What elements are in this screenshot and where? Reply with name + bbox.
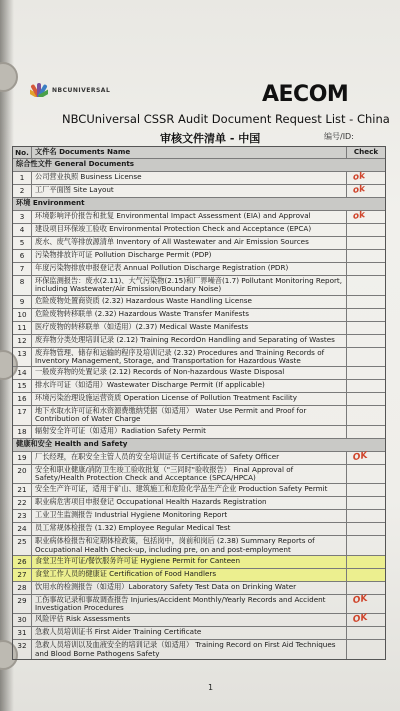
row-number: 12 <box>13 335 32 347</box>
table-row <box>13 523 385 536</box>
table-row <box>13 237 385 250</box>
table-row <box>13 185 385 198</box>
table-row <box>13 172 385 185</box>
document-name: 工业卫生监测报告 Industrial Hygiene Monitoring Report <box>32 510 347 522</box>
check-cell <box>347 627 385 639</box>
check-cell <box>347 263 385 275</box>
table-row <box>13 296 385 309</box>
table-header-row <box>13 147 385 159</box>
table-row <box>13 465 385 485</box>
row-number: 30 <box>13 614 32 626</box>
document-title: NBCUniversal CSSR Audit Document Request List - China <box>62 112 390 126</box>
row-number: 21 <box>13 484 32 496</box>
row-number: 2 <box>13 185 32 197</box>
table-row <box>13 380 385 393</box>
document-name: 医疗废物的转移联单（如适用）(2.37) Medical Waste Manifests <box>32 322 347 334</box>
row-number: 5 <box>13 237 32 249</box>
table-row <box>13 263 385 276</box>
check-cell <box>347 322 385 334</box>
document-name: 危险废物处置商资质 (2.32) Hazardous Waste Handling License <box>32 296 347 308</box>
section-title: 健康和安全 Health and Safety <box>16 438 128 448</box>
row-number: 25 <box>13 536 32 555</box>
document-name: 环境污染治理设施运营资质 Operation License of Pollution Treatment Facility <box>32 393 347 405</box>
document-name: 一般废弃物的处置记录 (2.12) Records of Non-hazardous Waste Disposal <box>32 367 347 379</box>
handwritten-check-mark: ok <box>352 210 366 222</box>
table-row <box>13 309 385 322</box>
document-name: 饮用水的检测报告（如适用）Laboratory Safety Test Data on Drinking Water <box>32 582 347 594</box>
table-row <box>13 497 385 510</box>
check-cell <box>347 582 385 594</box>
row-number: 29 <box>13 595 32 614</box>
document-name: 员工常规体检报告 (1.32) Employee Regular Medical Test <box>32 523 347 535</box>
handwritten-check-mark: ok <box>352 171 366 183</box>
document-name: 废弃物分类处理培训记录 (2.12) Training RecordOn Handling and Separating of Wastes <box>32 335 347 347</box>
row-number: 14 <box>13 367 32 379</box>
table-row <box>13 250 385 263</box>
row-number: 7 <box>13 263 32 275</box>
section-title: 环境 Environment <box>16 198 85 207</box>
check-cell <box>347 510 385 522</box>
table-row <box>13 322 385 335</box>
table-row <box>13 595 385 615</box>
document-name: 排水许可证（如适用）Wastewater Discharge Permit (If applicable) <box>32 380 347 392</box>
row-number: 20 <box>13 465 32 484</box>
check-cell <box>347 296 385 308</box>
aecom-logo: AECOM <box>262 82 349 107</box>
check-cell <box>347 250 385 262</box>
section-title: 综合性文件 General Documents <box>16 159 135 168</box>
col-header-no: No. <box>13 147 32 158</box>
col-header-name: 文件名 Documents Name <box>32 147 347 158</box>
document-name: 急救人员培训以及血液安全的培训记录（如适用） Training Record on First Aid Techniques and Blood Borne Pathogens Safety <box>32 640 347 659</box>
handwritten-check-mark: OK <box>352 450 369 463</box>
row-number: 24 <box>13 523 32 535</box>
row-number: 9 <box>13 296 32 308</box>
nbc-logo-text: NBCUNIVERSAL <box>52 86 111 94</box>
row-number: 10 <box>13 309 32 321</box>
document-name: 环境影响评价报告和批复 Environmental Impact Assessment (EIA) and Approval <box>32 211 347 223</box>
document-name: 危险废物转移联单 (2.32) Hazardous Waste Transfer Manifests <box>32 309 347 321</box>
check-cell <box>347 172 385 184</box>
table-row <box>13 536 385 556</box>
row-number: 15 <box>13 380 32 392</box>
table-row <box>13 406 385 426</box>
table-row <box>13 393 385 406</box>
check-cell <box>347 595 385 614</box>
row-number: 8 <box>13 276 32 295</box>
row-number: 27 <box>13 569 32 581</box>
check-cell <box>347 406 385 425</box>
table-row <box>13 582 385 595</box>
document-name: 工伤事故记录和事故调查报告 Injuries/Accident Monthly/Yearly Records and Accident Investigation Procedures <box>32 595 347 614</box>
document-name: 地下水取水许可证和水资源费缴纳凭据（如适用） Water Use Permit and Proof for Contribution of Water Charge <box>32 406 347 425</box>
table-row <box>13 452 385 465</box>
document-name: 公司营业执照 Business License <box>32 172 347 184</box>
document-name: 工厂平面图 Site Layout <box>32 185 347 197</box>
section-header-row <box>13 198 385 211</box>
document-name: 安全生产许可证，适用于矿山、建筑施工和危险化学品生产企业 Production Safety Permit <box>32 484 347 496</box>
row-number: 18 <box>13 426 32 438</box>
check-cell <box>347 536 385 555</box>
document-name: 辐射安全许可证（如适用）Radiation Safety Permit <box>32 426 347 438</box>
row-number: 26 <box>13 556 32 568</box>
document-name: 食堂卫生许可证/餐饮服务许可证 Hygiene Permit for Canteen <box>32 556 347 568</box>
check-cell <box>347 185 385 197</box>
page-number: 1 <box>208 683 214 692</box>
check-cell <box>347 484 385 496</box>
check-cell <box>347 569 385 581</box>
handwritten-check-mark: ok <box>352 184 366 196</box>
table-row <box>13 426 385 439</box>
check-cell <box>347 393 385 405</box>
row-number: 31 <box>13 627 32 639</box>
check-cell <box>347 224 385 236</box>
peacock-icon <box>30 83 48 97</box>
table-row <box>13 484 385 497</box>
row-number: 11 <box>13 322 32 334</box>
document-title-cn: 审核文件清单 - 中国 <box>160 132 261 145</box>
document-name: 年度污染物排放申报登记表 Annual Pollution Discharge Registration (PDR) <box>32 263 347 275</box>
table-row <box>13 224 385 237</box>
binder-hole <box>0 62 18 92</box>
check-cell <box>347 614 385 626</box>
check-cell <box>347 465 385 484</box>
document-name: 职业病体检报告和定期体检政策，包括岗中，岗前和岗后 (2.38) Summary Reports of Occupational Health Check-up, including pre, on and post-employment <box>32 536 347 555</box>
table-row <box>13 556 385 569</box>
row-number: 32 <box>13 640 32 659</box>
document-name: 厂长经理，在职安全主管人员的安全培训证书 Certificate of Safety Officer <box>32 452 347 464</box>
row-number: 1 <box>13 172 32 184</box>
col-header-check: Check <box>353 147 379 156</box>
document-name: 环保监测报告：废水(2.11)、大气污染物(2.15)和厂界噪音(1.7) Pollutant Monitoring Report, including Wastewater/Air Emission/Boundary Noise) <box>32 276 347 295</box>
document-name: 废弃物管理、储存和运输的程序及培训记录 (2.32) Procedures and Training Records of Inventory Management, Storage, and Transportation for Hazardous Waste <box>32 348 347 367</box>
row-number: 6 <box>13 250 32 262</box>
row-number: 16 <box>13 393 32 405</box>
check-cell <box>347 497 385 509</box>
document-name: 安全和职业健康/消防卫生竣工验收批复（"三同时"验收报告） Final Approval of Safety/Health Protection Check and Acceptance (SPCA/HPCA) <box>32 465 347 484</box>
check-cell <box>347 640 385 659</box>
row-number: 13 <box>13 348 32 367</box>
check-cell <box>347 380 385 392</box>
doc-id-label: 编号/ID: <box>324 132 354 141</box>
check-cell <box>347 367 385 379</box>
document-name: 食堂工作人员的健康证 Certification of Food Handlers <box>32 569 347 581</box>
check-cell <box>347 523 385 535</box>
nbcuniversal-logo <box>30 80 110 100</box>
section-header-row <box>13 159 385 172</box>
check-cell <box>347 348 385 367</box>
document-name: 污染物排放许可证 Pollution Discharge Permit (PDP) <box>32 250 347 262</box>
handwritten-check-mark: OK <box>352 593 369 607</box>
row-number: 22 <box>13 497 32 509</box>
check-cell <box>347 556 385 568</box>
table-row <box>13 211 385 224</box>
handwritten-check-mark: OK <box>352 613 369 626</box>
table-row <box>13 367 385 380</box>
table-row <box>13 627 385 640</box>
document-request-table <box>12 146 386 660</box>
table-row <box>13 348 385 368</box>
document-name: 急救人员培训证书 First Aider Training Certificate <box>32 627 347 639</box>
document-name: 职业病危害项目申报登记 Occupational Health Hazards Registration <box>32 497 347 509</box>
table-row <box>13 510 385 523</box>
section-header-row <box>13 439 385 452</box>
table-row <box>13 614 385 627</box>
check-cell <box>347 211 385 223</box>
check-cell <box>347 237 385 249</box>
check-cell <box>347 426 385 438</box>
row-number: 23 <box>13 510 32 522</box>
table-row <box>13 569 385 582</box>
row-number: 17 <box>13 406 32 425</box>
table-row <box>13 640 385 659</box>
check-cell <box>347 335 385 347</box>
check-cell <box>347 452 385 464</box>
table-row <box>13 335 385 348</box>
check-cell <box>347 309 385 321</box>
row-number: 19 <box>13 452 32 464</box>
document-name: 风险评估 Risk Assessments <box>32 614 347 626</box>
check-cell <box>347 276 385 295</box>
table-row <box>13 276 385 296</box>
document-name: 废水、废气等排放源清单 Inventory of All Wastewater and Air Emission Sources <box>32 237 347 249</box>
document-name: 建设项目环保竣工验收 Environmental Protection Check and Acceptance (EPCA) <box>32 224 347 236</box>
row-number: 28 <box>13 582 32 594</box>
row-number: 4 <box>13 224 32 236</box>
row-number: 3 <box>13 211 32 223</box>
